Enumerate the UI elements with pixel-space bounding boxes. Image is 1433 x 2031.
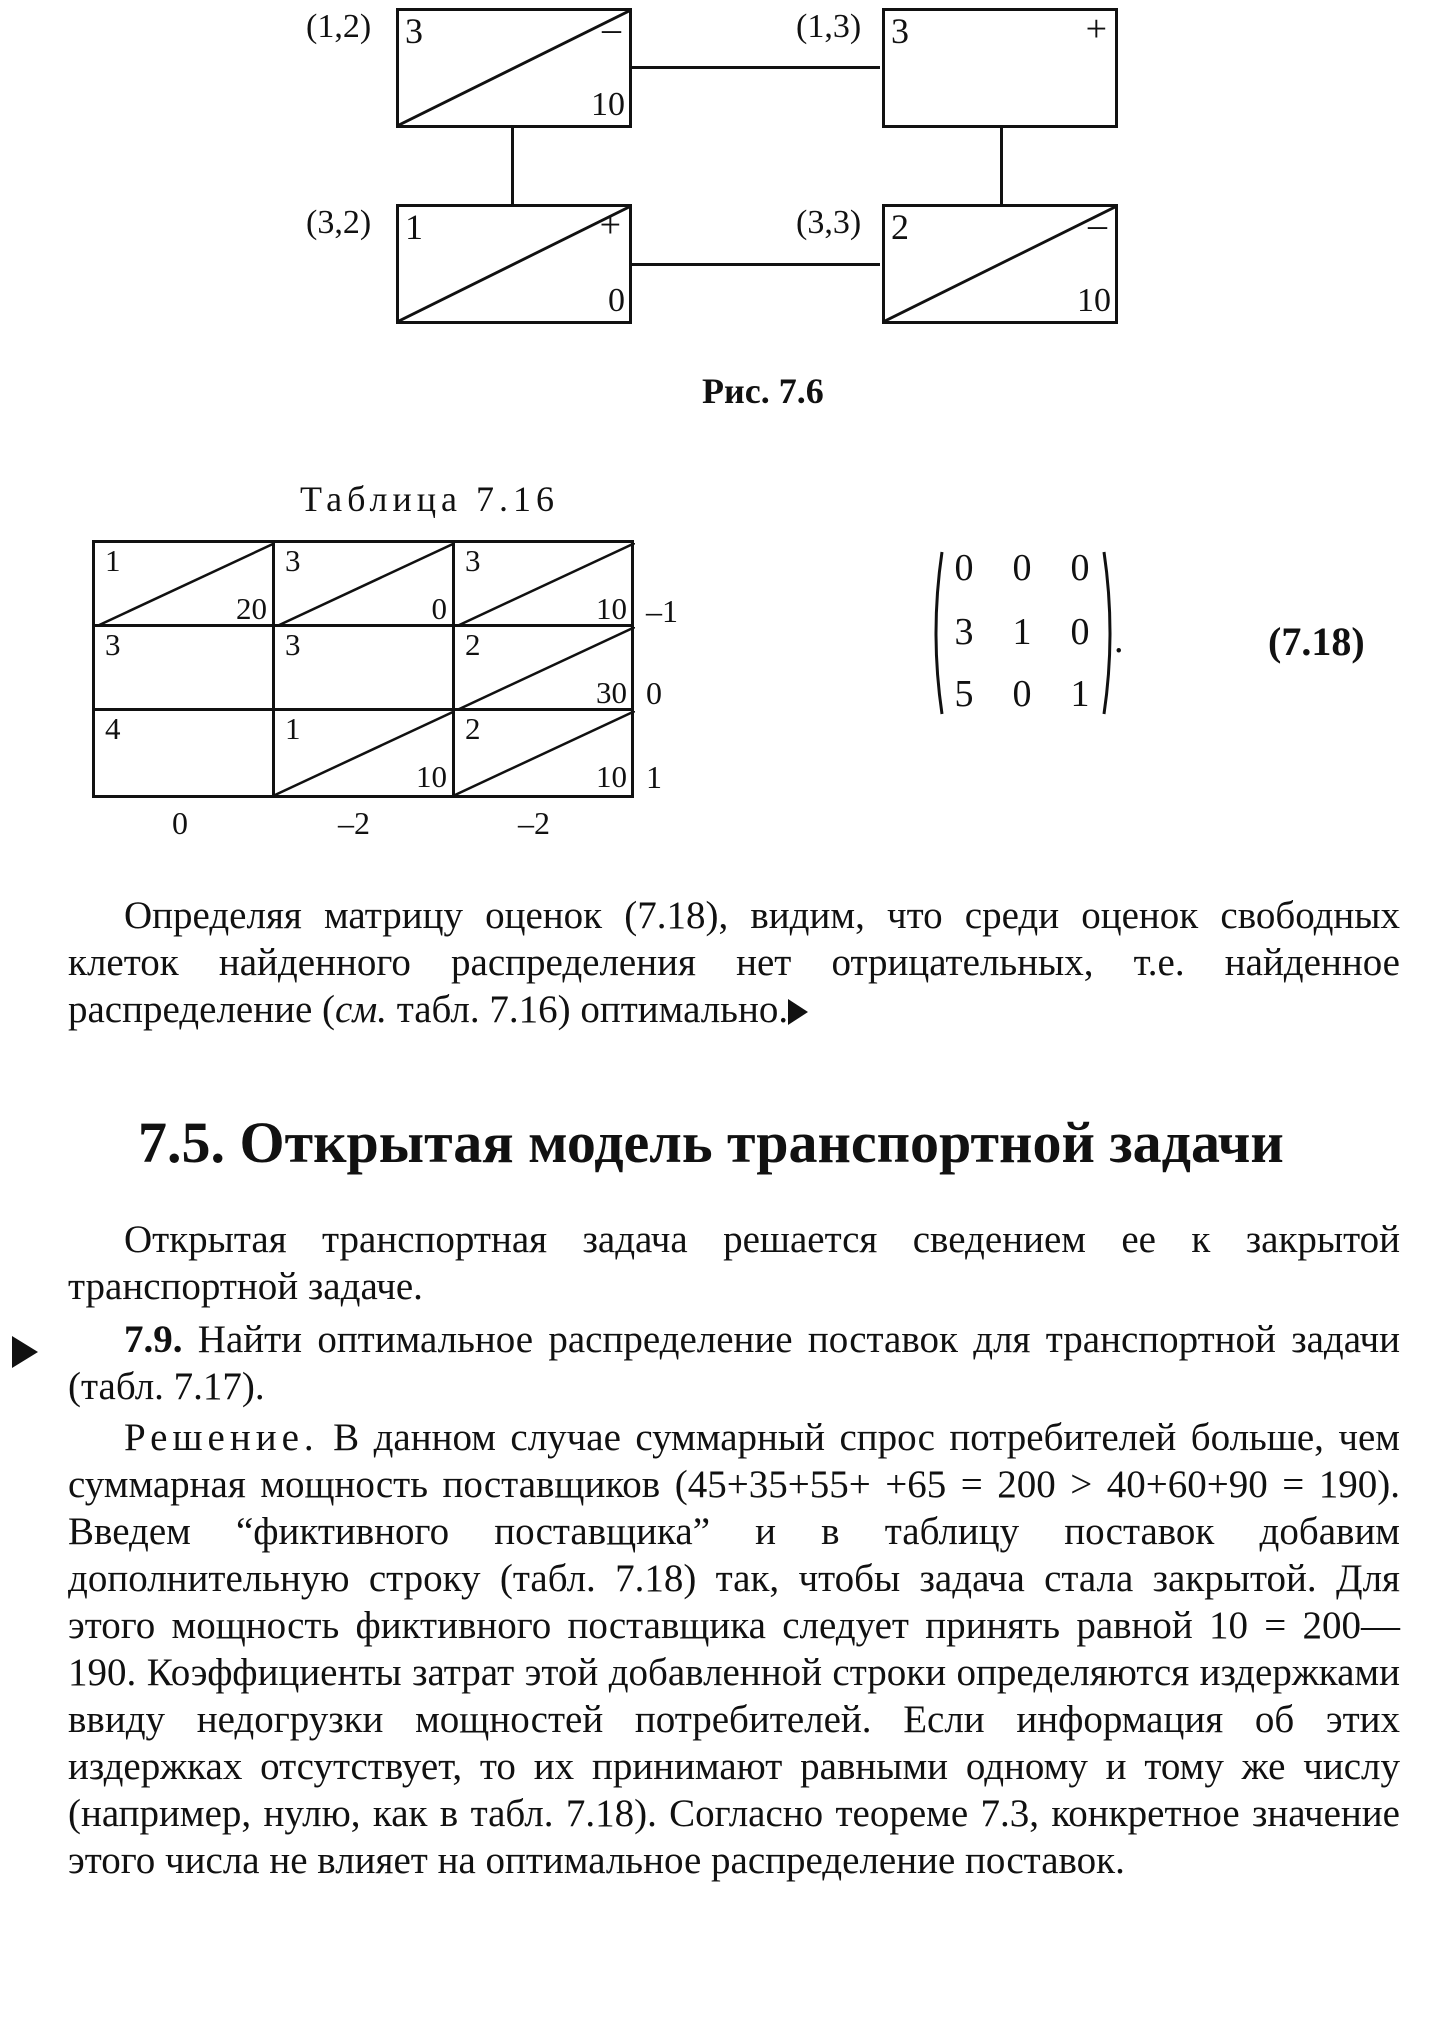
matrix-value: 3 (954, 611, 974, 653)
text-run: Найти оптимальное распределение поставок для транспортной задачи (табл. 7.17). (68, 1318, 1400, 1408)
figure-cell (396, 8, 632, 128)
end-of-solution-icon (788, 999, 808, 1025)
cell-cost: 3 (105, 627, 121, 662)
figure-cell (396, 204, 632, 324)
cell-amount: 10 (596, 591, 627, 626)
table-cell (275, 627, 455, 711)
cell-cost: 4 (105, 711, 121, 746)
cell-sign: + (599, 204, 621, 246)
table-7-16 (92, 540, 634, 798)
estimate-matrix (940, 548, 1105, 718)
table-cell (455, 543, 635, 627)
cell-amount: 0 (608, 282, 625, 319)
matrix-value: 0 (1012, 673, 1032, 715)
cell-sign: – (1088, 204, 1107, 246)
cell-amount: 10 (416, 759, 447, 794)
cell-cost: 2 (465, 627, 481, 662)
paragraph-problem (68, 1316, 1400, 1410)
cell-cost: 3 (465, 543, 481, 578)
cell-cost: 2 (465, 711, 481, 746)
connector-right (1000, 127, 1003, 205)
cell-cost: 3 (285, 627, 301, 662)
matrix-value: 0 (1012, 547, 1032, 589)
cell-cost: 1 (105, 543, 121, 578)
cell-label: (1,2) (306, 8, 372, 45)
text-run: Открытая транспортная задача решается сведением ее к закрытой транспортной задаче. (68, 1218, 1400, 1308)
text-run: Определяя матрицу оценок (7.18), видим, что среди оценок свободных клеток найденного распределения нет отрицательных, т.е. найденное распределение ( (68, 894, 1400, 1031)
cell-cost: 1 (405, 207, 423, 247)
row-potential: 0 (646, 675, 662, 711)
text-run: табл. 7.16) оптимально. (386, 988, 789, 1031)
row-potential: –1 (646, 593, 678, 629)
figure-cell (882, 8, 1118, 128)
cell-label: (3,3) (796, 204, 862, 241)
col-potential: –2 (518, 805, 550, 841)
cell-amount: 20 (236, 591, 267, 626)
table-cell (455, 711, 635, 795)
row-potential: 1 (646, 759, 662, 795)
table-cell (95, 627, 275, 711)
matrix-period: . (1114, 619, 1124, 661)
matrix-value: 1 (1012, 611, 1032, 653)
table-title: Таблица 7.16 (300, 479, 559, 519)
paragraph-solution (68, 1414, 1400, 1884)
matrix-value: 0 (954, 547, 974, 589)
col-potential: –2 (338, 805, 370, 841)
section-heading: 7.5. Открытая модель транспортной задачи (138, 1110, 1284, 1175)
matrix-value: 5 (954, 673, 974, 715)
connector-left (511, 127, 514, 205)
equation-number: (7.18) (1268, 619, 1365, 664)
connector-bottom (632, 263, 880, 266)
cell-label: (1,3) (796, 8, 862, 45)
solution-label: Решение. (124, 1416, 319, 1459)
paragraph-conclusion (68, 892, 1400, 1033)
cell-cost: 3 (285, 543, 301, 578)
col-potential: 0 (172, 805, 188, 841)
cell-amount: 10 (1077, 282, 1111, 319)
cell-sign: + (1085, 8, 1107, 50)
cell-amount: 30 (596, 675, 627, 710)
table-cell (455, 627, 635, 711)
matrix-value: 0 (1070, 611, 1090, 653)
problem-number: 7.9. (124, 1318, 183, 1361)
cell-amount: 10 (591, 86, 625, 123)
table-cell (95, 711, 275, 795)
cell-cost: 3 (891, 11, 909, 51)
cell-amount: 0 (431, 591, 447, 626)
table-cell (95, 543, 275, 627)
cell-cost: 3 (405, 11, 423, 51)
cell-sign: – (602, 8, 621, 50)
problem-start-icon (12, 1336, 38, 1368)
see-ref: см. (335, 988, 387, 1031)
cell-label: (3,2) (306, 204, 372, 241)
table-cell (275, 543, 455, 627)
cell-amount: 10 (596, 759, 627, 794)
figure-cell (882, 204, 1118, 324)
figure-caption: Рис. 7.6 (702, 371, 824, 411)
paragraph-intro (68, 1216, 1400, 1310)
matrix-value: 1 (1070, 673, 1090, 715)
matrix-value: 0 (1070, 547, 1090, 589)
cell-cost: 1 (285, 711, 301, 746)
cell-cost: 2 (891, 207, 909, 247)
connector-top (632, 66, 880, 69)
text-run: В данном случае суммарный спрос потребителей больше, чем суммарная мощность поставщиков (45+35+55+ +65 = 200 > 40+60+90 = 190). Введем “фиктивного поставщика” и в таблицу поставок добавим дополнительную строку (табл. 7.18) так, чтобы задача стала закрытой. Для этого мощность фиктивного поставщика следует принять равной 10 = 200—190. Коэффициенты затрат этой добавленной строки определяются издержками ввиду недогрузки мощностей потребителей. Если информация об этих издержках отсутствует, то их принимают равными одному и тому же числу (например, нулю, как в табл. 7.18). Согласно теореме 7.3, конкретное значение этого числа не влияет на оптимальное распределение поставок. (68, 1416, 1400, 1882)
table-cell (275, 711, 455, 795)
